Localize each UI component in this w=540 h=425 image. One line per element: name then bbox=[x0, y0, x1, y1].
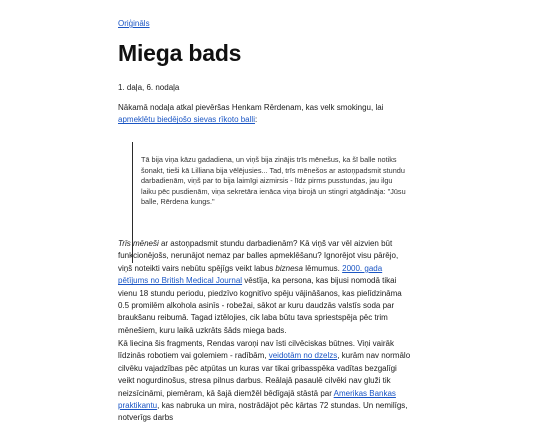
original-link-wrap bbox=[118, 19, 412, 28]
italic-three-months: Trīs mēneši bbox=[118, 239, 159, 248]
intro-colon: : bbox=[254, 115, 258, 125]
original-link[interactable]: Oriģināls bbox=[118, 19, 150, 28]
intro-text: Nākamā nodaļa atkal pievēršas Henkam Rērdenam, kas velk smokingu, lai bbox=[118, 103, 384, 112]
page-title: Miega bads bbox=[118, 40, 242, 66]
p3-text-2: , kurām nav normālo cilvēku vajadzības pēc atpūtas un kuras var tikai gribasspēka vadītas bezgalīgi veikt nogurdinošus, stresa pilnus darbus. Reālajā pasaulē cilvēki nav gluži tik neizsīcināmi, piemēram, kā šajā diemžēl bēdīgajā stāstā par bbox=[118, 351, 411, 398]
p2-text-3: vēstīja, ka persona, kas bijusi nomodā tikai vienu 18 stundu periodu, piedzīvo kognitīvo spēju vājināšanos, kas pielīdzināma 0.5 promilēm alkohola asinīs - robežai, sākot ar kuru daudzās valstīs soda par braukšanu reibumā. Tagad iztēlojies, cik laba būtu tava spriestspēja pēc trim mēnešiem, kuru laikā uzkrāts šāds miega bads. bbox=[118, 276, 402, 335]
ball-link[interactable]: apmeklētu biedējošo sievas rīkoto balli bbox=[118, 115, 255, 125]
p3-text-3: , kas nabruka un mira, nostrādājot pēc kārtas 72 stundas. Un nemilīgs, notverīgs darbs bbox=[118, 401, 408, 423]
body-paragraph-3 bbox=[118, 338, 412, 425]
p2-text-1: ar astoņpadsmit stundu darbadienām? Kā viņš var vēl aizvien būt funkcionējošs, nerunājot nemaz par balles apmeklēšanu? Ignorējot visu pārējo, viņš noteikti vairs nebūtu spējīgs veikt labus bbox=[118, 239, 399, 273]
bmj-study-link[interactable]: 2000. gada pētījums no British Medical Journal bbox=[118, 263, 383, 286]
quote-text: Tā bija viņa kāzu gadadiena, un viņš bija zinājis trīs mēnešus, ka šī balle notiks šonakt, tieši kā Lilliana bija vēlējusies... Tad, trīs mēnešos ar astoņpadsmit stundu darbadienām, viņš par to bija laimīgi aizmirsis - līdz pirms pusstundas, jau ilgu laiku pēc pusdienām, viņa sekretāra ienāca viņa birojā un stingri atgādināja: "Jūsu balle, Rērdena kungs." bbox=[141, 155, 406, 207]
chapter-subtitle: 1. daļa, 6. nodaļa bbox=[118, 83, 180, 92]
iron-link[interactable]: veidotām no dzelzs bbox=[268, 351, 338, 361]
italic-business: biznesa bbox=[275, 263, 303, 273]
body-paragraph-2 bbox=[118, 238, 412, 337]
intro-paragraph bbox=[118, 102, 412, 127]
p3-text-1: Kā liecina šis fragments, Rendas varoņi nav īsti cilvēciskas būtnes. Viņi vairāk līdzinās robotiem vai golemiem - radībām, bbox=[118, 339, 394, 361]
intern-link[interactable]: Amerikas Bankas praktikantu bbox=[118, 388, 396, 411]
p2-text-2: lēmumus. bbox=[303, 263, 343, 273]
